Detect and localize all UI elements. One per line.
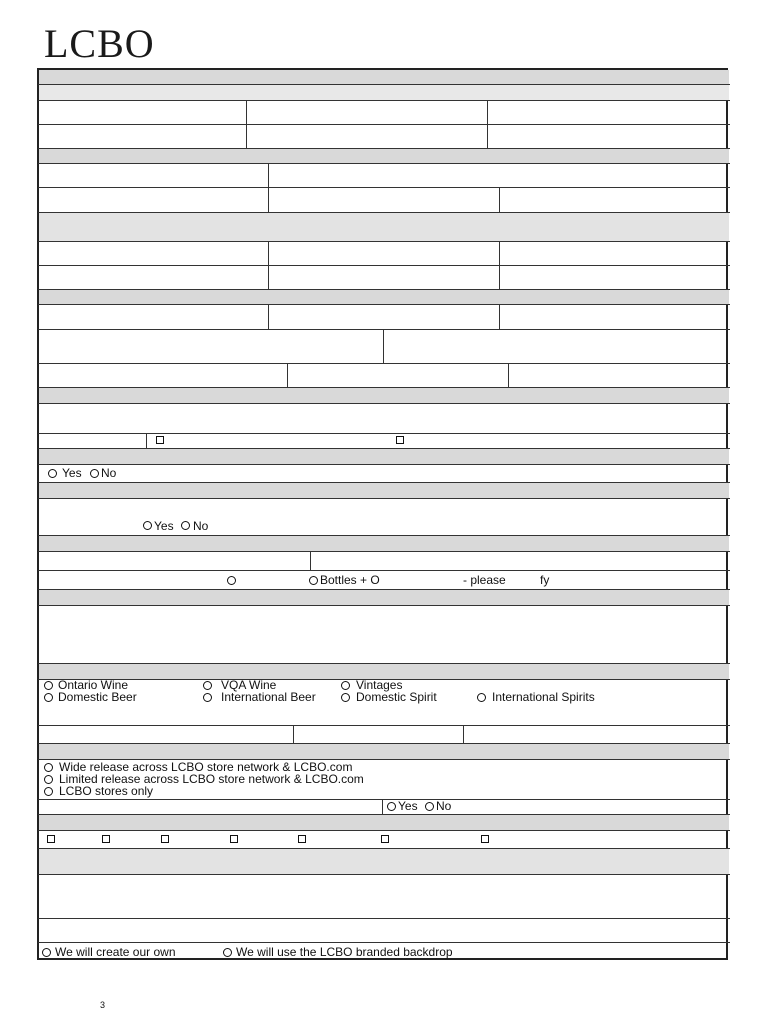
cell-divider xyxy=(463,725,464,743)
rule xyxy=(38,403,730,404)
checkbox-row-2[interactable] xyxy=(102,835,110,843)
radio-limited-release[interactable] xyxy=(44,775,53,784)
please-label: - please xyxy=(463,573,506,587)
rule xyxy=(38,363,730,364)
rule xyxy=(38,448,730,449)
cell-divider xyxy=(310,551,311,570)
radio-yes-2-label: Yes xyxy=(154,519,174,533)
rule xyxy=(38,551,730,552)
rule xyxy=(38,241,730,242)
radio-stores-only[interactable] xyxy=(44,787,53,796)
radio-create-own[interactable] xyxy=(42,948,51,957)
section-band-13 xyxy=(39,815,729,830)
section-band-12 xyxy=(39,744,729,759)
limited-release-label: Limited release across LCBO store network & LCBO.com xyxy=(59,772,364,786)
international-spirits-label: International Spirits xyxy=(492,690,595,704)
checkbox-row-3[interactable] xyxy=(161,835,169,843)
radio-vqa-wine[interactable] xyxy=(203,681,212,690)
cell-divider xyxy=(293,725,294,743)
rule xyxy=(38,570,730,571)
section-band-2 xyxy=(39,85,729,100)
rule xyxy=(38,289,730,290)
stores-only-label: LCBO stores only xyxy=(59,784,154,798)
domestic-spirit-label: Domestic Spirit xyxy=(356,690,437,704)
bottles-plus-label: Bottles + O xyxy=(320,573,380,587)
cell-divider xyxy=(499,241,500,289)
rule xyxy=(38,535,730,536)
section-band-3 xyxy=(39,149,729,163)
radio-option-b[interactable] xyxy=(309,576,318,585)
rule xyxy=(38,464,730,465)
rule xyxy=(38,799,730,800)
radio-option-a[interactable] xyxy=(227,576,236,585)
rule xyxy=(38,874,730,875)
radio-international-beer[interactable] xyxy=(203,693,212,702)
section-band-14 xyxy=(39,849,729,874)
radio-domestic-beer[interactable] xyxy=(44,693,53,702)
checkbox-row-7[interactable] xyxy=(481,835,489,843)
checkbox-1[interactable] xyxy=(156,436,164,444)
cell-divider xyxy=(246,100,247,148)
cell-divider xyxy=(287,363,288,387)
wide-release-label: Wide release across LCBO store network & LCBO.com xyxy=(59,760,353,774)
checkbox-row-6[interactable] xyxy=(381,835,389,843)
radio-yes-1-label: Yes xyxy=(62,466,82,480)
cell-divider xyxy=(268,241,269,289)
rule xyxy=(38,498,730,499)
checkbox-row-4[interactable] xyxy=(230,835,238,843)
rule xyxy=(38,814,730,815)
domestic-beer-label: Domestic Beer xyxy=(58,690,137,704)
rule xyxy=(38,163,730,164)
section-band-9 xyxy=(39,536,729,551)
cell-divider xyxy=(499,304,500,329)
cell-divider xyxy=(508,363,509,387)
ontario-wine-label: Ontario Wine xyxy=(58,678,129,692)
section-band-11 xyxy=(39,664,729,679)
rule xyxy=(38,605,730,606)
radio-yes-3-label: Yes xyxy=(398,799,418,813)
radio-lcbo-backdrop[interactable] xyxy=(223,948,232,957)
vintages-label: Vintages xyxy=(356,678,403,692)
section-band-5 xyxy=(39,290,729,304)
checkbox-row-5[interactable] xyxy=(298,835,306,843)
radio-no-3-label: No xyxy=(436,799,452,813)
rule xyxy=(38,187,730,188)
vqa-wine-label: VQA Wine xyxy=(221,678,277,692)
rule xyxy=(38,848,730,849)
rule xyxy=(38,918,730,919)
rule xyxy=(38,100,730,101)
section-band-6 xyxy=(39,388,729,403)
rule xyxy=(38,482,730,483)
rule xyxy=(38,830,730,831)
create-own-label: We will create our own xyxy=(55,945,176,959)
radio-vintages[interactable] xyxy=(341,681,350,690)
radio-international-spirits[interactable] xyxy=(477,693,486,702)
rule xyxy=(38,84,730,85)
radio-no-1-label: No xyxy=(101,466,117,480)
section-band-7 xyxy=(39,449,729,464)
cell-divider xyxy=(487,100,488,148)
rule xyxy=(38,212,730,213)
fy-label: fy xyxy=(540,573,550,587)
rule xyxy=(38,304,730,305)
radio-yes-2[interactable] xyxy=(143,521,152,530)
radio-no-2[interactable] xyxy=(181,521,190,530)
rule xyxy=(38,942,730,943)
cell-divider xyxy=(268,163,269,212)
rule xyxy=(38,387,730,388)
lcbo-backdrop-label: We will use the LCBO branded backdrop xyxy=(236,945,453,959)
international-beer-label: International Beer xyxy=(221,690,316,704)
cell-divider xyxy=(382,799,383,814)
rule xyxy=(38,148,730,149)
radio-yes-1[interactable] xyxy=(48,469,57,478)
section-band-8 xyxy=(39,483,729,498)
radio-no-3[interactable] xyxy=(425,802,434,811)
rule xyxy=(38,663,730,664)
cell-divider xyxy=(268,304,269,329)
rule xyxy=(38,433,730,434)
checkbox-row-1[interactable] xyxy=(47,835,55,843)
section-band-10 xyxy=(39,590,729,605)
cell-divider xyxy=(383,329,384,363)
rule xyxy=(38,124,730,125)
radio-wide-release[interactable] xyxy=(44,763,53,772)
lcbo-logo: LCBO xyxy=(44,21,155,66)
cell-divider xyxy=(499,187,500,212)
radio-no-1[interactable] xyxy=(90,469,99,478)
section-band-4 xyxy=(39,213,729,241)
radio-ontario-wine[interactable] xyxy=(44,681,53,690)
rule xyxy=(38,725,730,726)
checkbox-2[interactable] xyxy=(396,436,404,444)
cell-divider xyxy=(146,433,147,448)
rule xyxy=(38,589,730,590)
radio-yes-3[interactable] xyxy=(387,802,396,811)
radio-no-2-label: No xyxy=(193,519,209,533)
page-number: 3 xyxy=(100,1000,106,1010)
radio-domestic-spirit[interactable] xyxy=(341,693,350,702)
rule xyxy=(38,265,730,266)
rule xyxy=(38,329,730,330)
section-band-1 xyxy=(39,70,729,84)
rule xyxy=(38,743,730,744)
